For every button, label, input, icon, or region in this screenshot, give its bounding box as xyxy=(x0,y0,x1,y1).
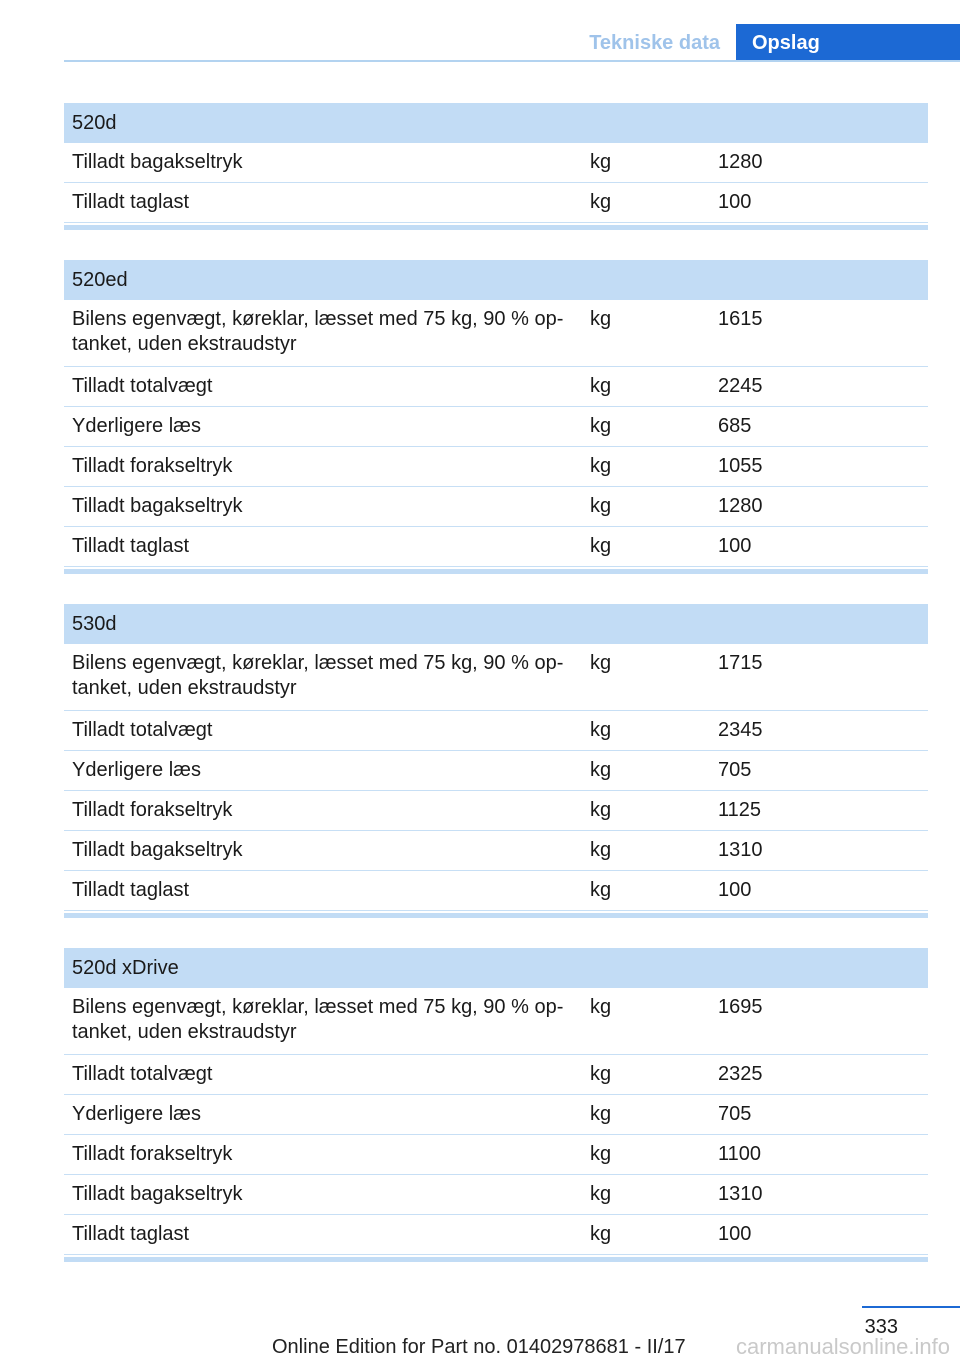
table-row xyxy=(64,791,928,831)
row-label: Bilens egenvægt, køreklar, læsset med 75 kg, 90 % op- tanket, uden ekstraudstyr xyxy=(72,996,564,1043)
row-value: 1615 xyxy=(718,308,763,330)
row-value: 100 xyxy=(718,535,752,557)
row-value: 1715 xyxy=(718,652,763,674)
table-row xyxy=(64,367,928,407)
row-unit: kg xyxy=(590,455,612,477)
row-unit: kg xyxy=(590,191,612,213)
row-label: Tilladt forakseltryk xyxy=(72,799,233,821)
footer-divider xyxy=(862,1306,960,1308)
row-value: 1695 xyxy=(718,996,763,1018)
row-label: Yderligere læs xyxy=(72,1103,201,1125)
row-label: Bilens egenvægt, køreklar, læsset med 75 kg, 90 % op- tanket, uden ekstraudstyr xyxy=(72,652,564,699)
row-value: 1310 xyxy=(718,839,763,861)
table-end-rule xyxy=(64,913,928,918)
table-row xyxy=(64,751,928,791)
row-label: Tilladt forakseltryk xyxy=(72,455,233,477)
table-row xyxy=(64,644,928,711)
tab-tekniske-data[interactable]: Tekniske data xyxy=(589,31,720,54)
row-value: 2345 xyxy=(718,719,763,741)
row-value: 2245 xyxy=(718,375,763,397)
row-label: Tilladt bagakseltryk xyxy=(72,495,243,517)
row-label: Tilladt taglast xyxy=(72,1223,190,1245)
row-label: Tilladt totalvægt xyxy=(72,375,213,397)
row-unit: kg xyxy=(590,375,612,397)
table-row xyxy=(64,988,928,1055)
row-label: Tilladt forakseltryk xyxy=(72,1143,233,1165)
row-label: Yderligere læs xyxy=(72,759,201,781)
row-label: Bilens egenvægt, køreklar, læsset med 75 kg, 90 % op- tanket, uden ekstraudstyr xyxy=(72,308,564,355)
table-end-rule xyxy=(64,569,928,574)
watermark: carmanualsonline.info xyxy=(735,1334,950,1359)
table-end-rule xyxy=(64,225,928,230)
row-unit: kg xyxy=(590,996,612,1018)
table-row xyxy=(64,407,928,447)
row-unit: kg xyxy=(590,652,612,674)
table-row xyxy=(64,527,928,567)
row-value: 2325 xyxy=(718,1063,763,1085)
row-unit: kg xyxy=(590,1223,612,1245)
table-title: 520d xDrive xyxy=(64,948,928,988)
row-unit: kg xyxy=(590,719,612,741)
row-unit: kg xyxy=(590,799,612,821)
row-value: 100 xyxy=(718,1223,752,1245)
table-row xyxy=(64,183,928,223)
table-row xyxy=(64,1055,928,1095)
row-unit: kg xyxy=(590,415,612,437)
row-value: 1280 xyxy=(718,495,763,517)
page-number: 333 xyxy=(864,1316,898,1338)
spec-table xyxy=(64,260,928,574)
table-row xyxy=(64,1215,928,1255)
spec-table xyxy=(64,604,928,918)
row-value: 705 xyxy=(718,1103,752,1125)
row-value: 100 xyxy=(718,879,752,901)
table-row xyxy=(64,1095,928,1135)
header-divider xyxy=(64,60,960,62)
table-row xyxy=(64,871,928,911)
row-label: Tilladt bagakseltryk xyxy=(72,1183,243,1205)
row-label: Yderligere læs xyxy=(72,415,201,437)
row-unit: kg xyxy=(590,759,612,781)
row-label: Tilladt bagakseltryk xyxy=(72,839,243,861)
table-row xyxy=(64,1175,928,1215)
row-value: 1125 xyxy=(718,799,762,821)
table-title: 530d xyxy=(64,604,928,644)
table-title: 520ed xyxy=(64,260,928,300)
row-unit: kg xyxy=(590,151,612,173)
table-end-rule xyxy=(64,1257,928,1262)
spec-tables xyxy=(64,103,928,1292)
tab-opslag[interactable]: Opslag xyxy=(736,24,960,62)
row-value: 685 xyxy=(718,415,752,437)
table-row xyxy=(64,711,928,751)
table-row xyxy=(64,143,928,183)
row-label: Tilladt taglast xyxy=(72,879,190,901)
table-row xyxy=(64,831,928,871)
row-value: 1055 xyxy=(718,455,763,477)
row-unit: kg xyxy=(590,839,612,861)
row-label: Tilladt taglast xyxy=(72,191,190,213)
table-row xyxy=(64,487,928,527)
row-value: 1310 xyxy=(718,1183,763,1205)
row-unit: kg xyxy=(590,879,612,901)
spec-table xyxy=(64,103,928,230)
row-value: 1100 xyxy=(718,1143,762,1165)
row-unit: kg xyxy=(590,1103,612,1125)
row-unit: kg xyxy=(590,495,612,517)
spec-table xyxy=(64,948,928,1262)
table-title: 520d xyxy=(64,103,928,143)
row-label: Tilladt bagakseltryk xyxy=(72,151,243,173)
row-unit: kg xyxy=(590,1183,612,1205)
row-unit: kg xyxy=(590,308,612,330)
row-value: 1280 xyxy=(718,151,763,173)
row-label: Tilladt totalvægt xyxy=(72,719,213,741)
row-label: Tilladt totalvægt xyxy=(72,1063,213,1085)
page-header xyxy=(0,0,960,64)
table-row xyxy=(64,447,928,487)
row-unit: kg xyxy=(590,1063,612,1085)
row-unit: kg xyxy=(590,1143,612,1165)
edition-note: Online Edition for Part no. 01402978681 - II/17 xyxy=(272,1336,686,1358)
row-value: 100 xyxy=(718,191,752,213)
row-value: 705 xyxy=(718,759,752,781)
row-label: Tilladt taglast xyxy=(72,535,190,557)
table-row xyxy=(64,300,928,367)
row-unit: kg xyxy=(590,535,612,557)
table-row xyxy=(64,1135,928,1175)
